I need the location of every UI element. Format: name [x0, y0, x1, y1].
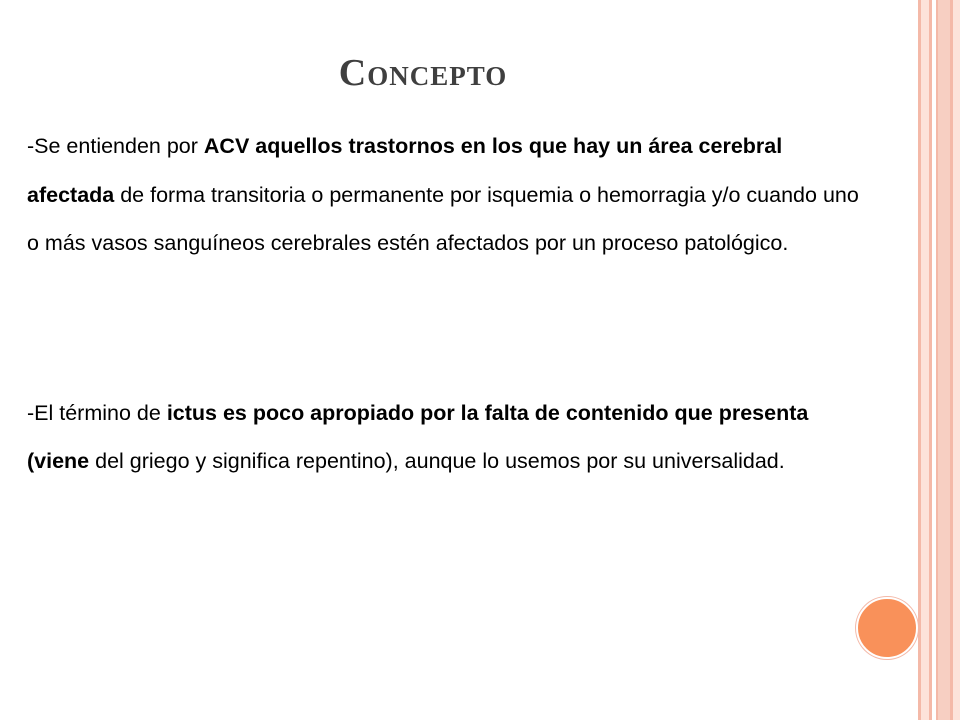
- paragraph-segment-bold: ACV aquellos trastornos en los que hay un área cerebral afectada: [27, 134, 783, 207]
- paragraph-segment: -Se entienden por: [27, 134, 204, 158]
- paragraph-segment: de forma transitoria o permanente por isquemia o hemorragia y/o cuando uno o más vasos sanguíneos cerebrales estén afectados por un proceso patológico.: [27, 182, 859, 255]
- decorative-circle: [856, 597, 918, 659]
- decorative-stripe: [953, 0, 960, 720]
- paragraph-segment-bold: ictus es poco apropiado por la falta de contenido que presenta (viene: [27, 400, 809, 473]
- paragraph-ictus: [27, 389, 872, 486]
- slide-title: Concepto: [338, 52, 508, 95]
- paragraph-segment: del griego y significa repentino), aunque lo usemos por su universalidad.: [89, 449, 785, 473]
- decorative-stripe: [938, 0, 950, 720]
- slide-body: [27, 122, 872, 486]
- paragraph-segment: -El término de: [27, 400, 167, 425]
- paragraph-definition: [27, 122, 872, 268]
- decorative-stripe: [921, 0, 929, 720]
